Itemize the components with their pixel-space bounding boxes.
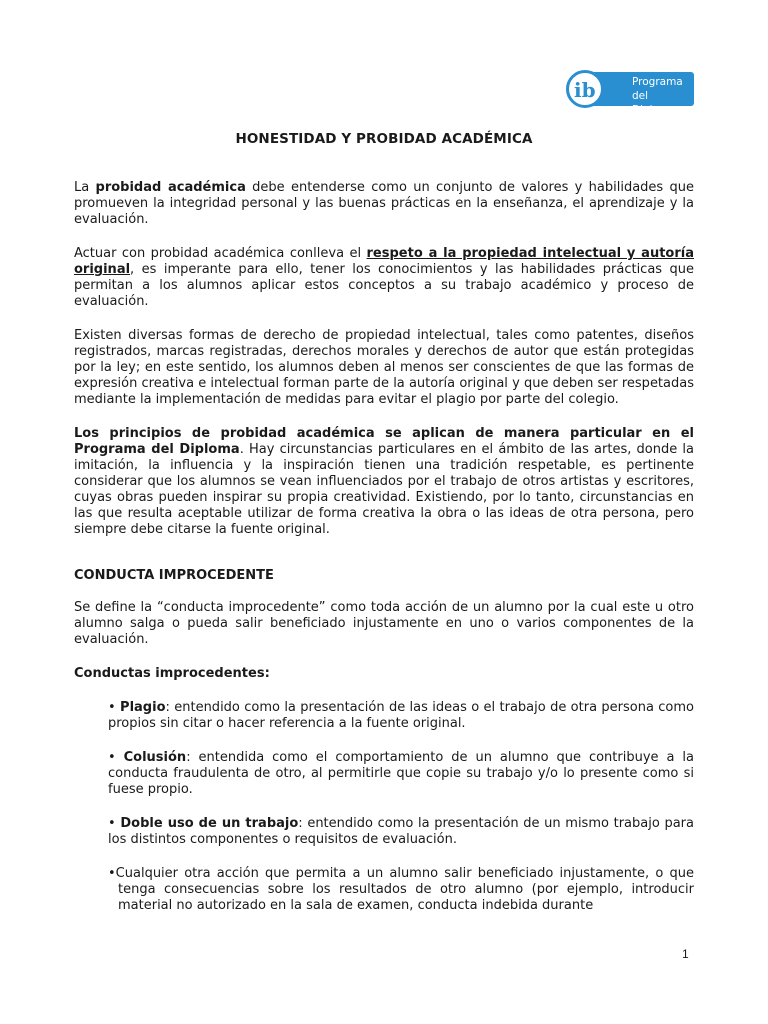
- bullet-term: Doble uso de un trabajo: [120, 816, 299, 831]
- logo-mark: ib: [574, 78, 596, 102]
- paragraph-principios: [74, 426, 694, 538]
- list-item-doble-uso: [108, 816, 694, 848]
- bullet-text: : entendida como el comportamiento de un alumno que contribuye a la conducta fraudulenta de otro, al permitirle que copie su trabajo y/o lo presente como si fuese propio.: [108, 750, 694, 797]
- paragraph-probidad: [74, 180, 694, 228]
- logo-line2: del Diploma: [632, 90, 676, 116]
- bullet-text: Cualquier otra acción que permita a un alumno salir beneficiado injustamente, o que tenga consecuencias sobre los resultados de otro alumno (por ejemplo, introducir material no autorizado en la sala de examen, conducta indebida durante: [115, 866, 694, 913]
- p1-bold: probidad académica: [95, 180, 246, 195]
- page-title: HONESTIDAD Y PROBIDAD ACADÉMICA: [235, 131, 533, 147]
- p4-bold: Los principios de probidad académica se aplican de manera particular en el Programa del Diploma: [74, 426, 694, 457]
- p2-underlined: respeto a la propiedad intelectual y autoría original: [74, 246, 694, 277]
- list-item-plagio: [108, 700, 694, 732]
- paragraph-definicion: Se define la “conducta improcedente” como toda acción de un alumno por la cual este u otro alumno salga o pueda salir beneficiado injustamente en uno o varios componentes de la evaluación.: [74, 600, 694, 647]
- bullet-icon: •: [108, 866, 116, 881]
- p2-post: , es imperante para ello, tener los conocimientos y las habilidades prácticas que permitan a los alumnos aplicar estos conceptos a su trabajo académico y proceso de evaluación.: [74, 262, 694, 309]
- subheading-conductas: Conductas improcedentes:: [74, 666, 270, 681]
- paragraph-respeto: [74, 246, 694, 310]
- list-item-colusion: [108, 750, 694, 798]
- bullet-term: Colusión: [123, 750, 187, 765]
- p1-post: debe entenderse como un conjunto de valores y habilidades que promueven la integridad personal y las buenas prácticas en la enseñanza, el aprendizaje y la evaluación.: [74, 180, 694, 227]
- p1-pre: La: [74, 180, 96, 195]
- p2-pre: Actuar con probidad académica conlleva el: [74, 246, 367, 261]
- bullet-icon: •: [108, 750, 116, 765]
- list-item-otra-accion: [108, 866, 694, 914]
- bullet-icon: •: [108, 816, 116, 831]
- page-number: 1: [682, 947, 689, 961]
- logo-text: [632, 75, 694, 117]
- document-body: [74, 180, 694, 932]
- section-heading-conducta: CONDUCTA IMPROCEDENTE: [74, 568, 274, 583]
- logo-circle: [566, 70, 604, 108]
- bullet-term: Plagio: [120, 700, 166, 715]
- logo-line1: Programa: [632, 76, 683, 88]
- ib-logo: [566, 70, 696, 116]
- bullet-text: : entendido como la presentación de un mismo trabajo para los distintos componentes o requisitos de evaluación.: [108, 816, 694, 847]
- p4-post: . Hay circunstancias particulares en el ámbito de las artes, donde la imitación, la influencia y la inspiración tienen una tradición respetable, es pertinente considerar que los alumnos se vean influenciados por el trabajo de otros artistas y escritores, cuyas obras pueden inspirar su propia creatividad. Existiendo, por lo tanto, circunstancias en las que resulta aceptable utilizar de forma creativa la obra o las ideas de otra persona, pero siempre debe citarse la fuente original.: [74, 442, 694, 537]
- bullet-text: : entendido como la presentación de las ideas o el trabajo de otra persona como propios sin citar o hacer referencia a la fuente original.: [108, 700, 694, 731]
- paragraph-derechos: Existen diversas formas de derecho de propiedad intelectual, tales como patentes, diseños registrados, marcas registradas, derechos morales y derechos de autor que están protegidas por la ley; en este sentido, los alumnos deben al menos ser conscientes de que las formas de expresión creativa e intelectual forman parte de la autoría original y que deben ser respetadas mediante la implementación de medidas para evitar el plagio por parte del colegio.: [74, 328, 694, 407]
- bullet-icon: •: [108, 700, 116, 715]
